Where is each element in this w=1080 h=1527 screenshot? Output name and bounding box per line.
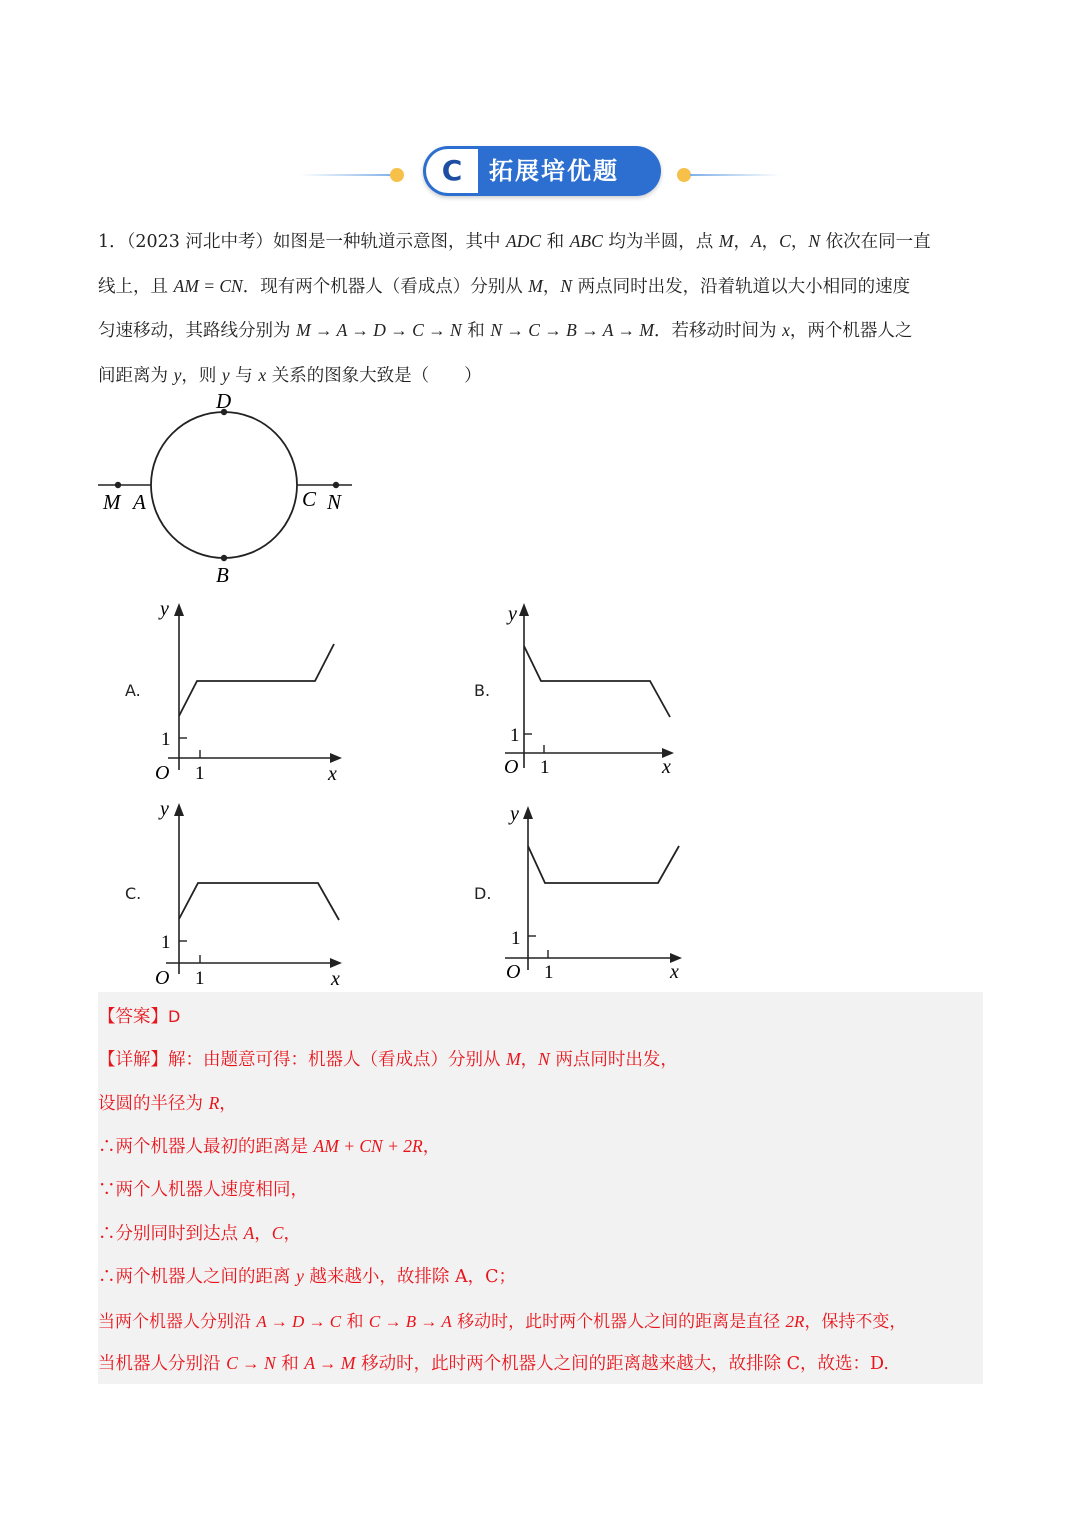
label-a: A: [133, 490, 146, 514]
explanation-line: 当机器人分别沿 C → N 和 A → M 移动时，此时两个机器人之间的距离越来越大，故排除 C，故选：D.: [98, 1353, 889, 1374]
svg-text:1: 1: [540, 757, 550, 778]
header-dot-left: [390, 168, 404, 182]
label-b: B: [216, 563, 229, 587]
point-m: [115, 482, 121, 488]
header-line-left: [300, 174, 395, 176]
svg-text:1: 1: [161, 932, 171, 953]
label-c: C: [302, 487, 317, 511]
question-line: 线上，且 AM = CN．现有两个机器人（看成点）分别从 M，N 两点同时出发，沿着轨道以大小相同的速度: [98, 275, 911, 297]
section-title: 拓展培优题: [489, 157, 619, 185]
option-b-letter: B.: [474, 681, 491, 700]
graph-curve: [179, 644, 334, 716]
svg-text:x: x: [662, 756, 671, 778]
header-dot-right: [677, 168, 691, 182]
graph-curve: [524, 646, 670, 717]
answer-panel: [98, 992, 983, 1384]
explanation-line: ∴两个机器人之间的距离 y 越来越小，故排除 A，C；: [98, 1266, 516, 1287]
explanation-line: 当两个机器人分别沿 A → D → C 和 C → B → A 移动时，此时两个机器人之间的距离是直径 2R，保持不变，: [98, 1312, 907, 1332]
explanation-line: ∵两个人机器人速度相同，: [98, 1180, 308, 1200]
svg-text:x: x: [331, 968, 340, 990]
explanation-line: ∴两个机器人最初的距离是 AM + CN + 2R，: [98, 1136, 441, 1157]
option-a-letter: A.: [125, 681, 141, 700]
svg-text:1: 1: [195, 968, 205, 989]
label-n: N: [327, 490, 342, 514]
svg-text:O: O: [504, 756, 519, 778]
question-line: 1．（2023 河北中考）如图是一种轨道示意图，其中 ADC 和 ABC 均为半圆，点 M，A，C，N 依次在同一直: [98, 231, 931, 252]
svg-text:O: O: [506, 961, 521, 983]
svg-text:y: y: [508, 603, 517, 625]
track-figure: [95, 388, 360, 588]
svg-text:1: 1: [161, 729, 171, 750]
point-b: [221, 555, 227, 561]
header-line-right: [690, 174, 780, 176]
graph-curve: [179, 883, 339, 920]
svg-text:O: O: [155, 967, 170, 989]
svg-text:1: 1: [195, 763, 205, 784]
svg-text:O: O: [155, 762, 170, 784]
option-c-graph[interactable]: [150, 798, 350, 990]
question-line: 匀速移动，其路线分别为 M → A → D → C → N 和 N → C → B → A → M．若移动时间为 x，两个机器人之: [98, 320, 913, 341]
svg-text:1: 1: [544, 962, 554, 983]
option-d-graph[interactable]: [500, 798, 700, 988]
option-d-letter: D.: [474, 884, 492, 903]
point-n: [333, 482, 339, 488]
answer-value: D: [168, 1007, 181, 1026]
section-badge: [423, 146, 661, 196]
option-c-letter: C.: [125, 884, 142, 903]
explanation-line: 【详解】解：由题意可得：机器人（看成点）分别从 M，N 两点同时出发，: [98, 1049, 678, 1070]
svg-text:x: x: [670, 961, 679, 983]
question-line: 间距离为 y，则 y 与 x 关系的图象大致是（ ）: [98, 364, 482, 386]
explanation-line: ∴分别同时到达点 A，C，: [98, 1223, 301, 1244]
svg-text:y: y: [160, 598, 169, 620]
graph-curve: [528, 846, 679, 883]
option-b-graph[interactable]: [500, 598, 700, 788]
svg-text:y: y: [160, 798, 169, 820]
label-m: M: [103, 490, 121, 514]
section-letter: C: [426, 149, 478, 193]
explanation-line: 设圆的半径为 R，: [98, 1093, 237, 1114]
label-d: D: [216, 389, 232, 413]
svg-text:1: 1: [511, 928, 521, 949]
question-text: [98, 220, 984, 398]
svg-text:x: x: [328, 763, 337, 785]
svg-text:y: y: [510, 803, 519, 825]
option-a-graph[interactable]: [150, 598, 350, 788]
answer-line: 【答案】D: [98, 1007, 181, 1027]
svg-text:1: 1: [510, 725, 520, 746]
